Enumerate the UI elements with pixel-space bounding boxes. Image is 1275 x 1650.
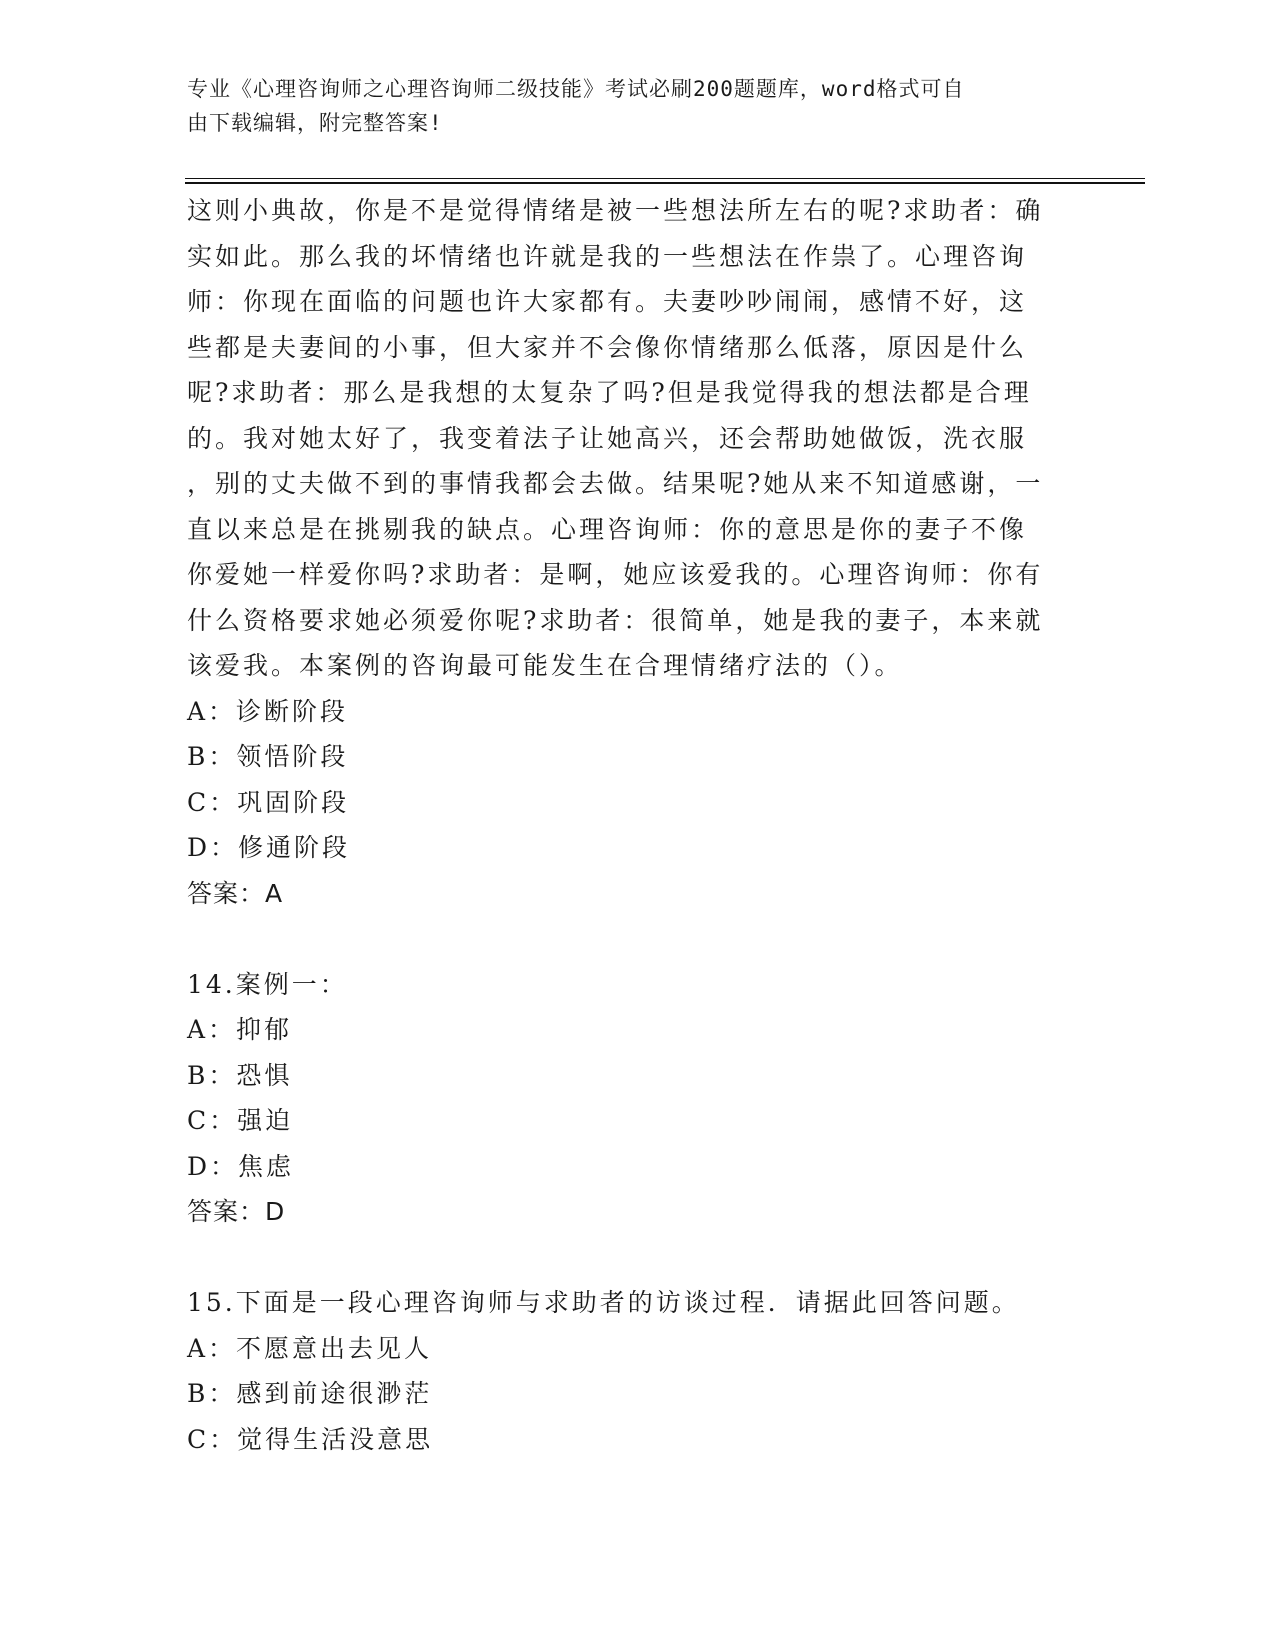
question-text-line: 什么资格要求她必须爱你呢?求助者：很简单，她是我的妻子，本来就 <box>187 605 1044 635</box>
option-b: B：感到前途很渺茫 <box>187 1379 433 1408</box>
document-body <box>187 188 1187 1462</box>
option-d: D：修通阶段 <box>187 833 351 862</box>
header-line-2: 由下载编辑，附完整答案! <box>187 111 443 135</box>
question-15 <box>187 1280 1187 1462</box>
question-text-line: 的。我对她太好了，我变着法子让她高兴，还会帮助她做饭，洗衣服 <box>187 423 1028 453</box>
question-15-stem: 15.下面是一段心理咨询师与求助者的访谈过程．请据此回答问题。 <box>187 1288 1020 1317</box>
option-a: A：不愿意出去见人 <box>187 1333 433 1363</box>
header-line-1: 专业《心理咨询师之心理咨询师二级技能》考试必刷200题题库，word格式可自 <box>187 77 965 101</box>
question-text-line: 呢?求助者：那么是我想的太复杂了吗?但是我觉得我的想法都是合理 <box>187 378 1032 407</box>
option-a: A：抑郁 <box>187 1015 293 1044</box>
question-text-line: 实如此。那么我的坏情绪也许就是我的一些想法在作祟了。心理咨询 <box>187 241 1028 271</box>
header-rule-thick <box>185 182 1145 184</box>
option-b: B：领悟阶段 <box>187 742 349 771</box>
question-text-line: 该爱我。本案例的咨询最可能发生在合理情绪疗法的（）。 <box>187 651 903 680</box>
question-text-line: 些都是夫妻间的小事，但大家并不会像你情绪那么低落，原因是什么 <box>187 332 1028 362</box>
question-text-line: 师：你现在面临的问题也许大家都有。夫妻吵吵闹闹，感情不好，这 <box>187 287 1028 316</box>
answer-line: 答案：D <box>187 1197 286 1226</box>
document-header <box>187 72 1067 140</box>
spacer <box>187 1235 1187 1281</box>
answer-line: 答案：A <box>187 878 284 908</box>
option-c: C：觉得生活没意思 <box>187 1424 434 1454</box>
question-14 <box>187 962 1187 1235</box>
question-text-line: 你爱她一样爱你吗?求助者：是啊，她应该爱我的。心理咨询师：你有 <box>187 560 1044 589</box>
option-a: A：诊断阶段 <box>187 696 349 726</box>
question-text-line: 这则小典故，你是不是觉得情绪是被一些想法所左右的呢?求助者：确 <box>187 196 1044 225</box>
option-b: B：恐惧 <box>187 1060 293 1090</box>
question-13 <box>187 188 1187 916</box>
spacer <box>187 916 1187 962</box>
question-13-text <box>187 188 1187 689</box>
option-c: C：巩固阶段 <box>187 787 350 817</box>
question-14-stem: 14.案例一： <box>187 969 348 999</box>
option-c: C：强迫 <box>187 1106 294 1135</box>
header-rule-thin <box>185 178 1145 179</box>
option-d: D：焦虑 <box>187 1151 295 1181</box>
question-text-line: ，别的丈夫做不到的事情我都会去做。结果呢?她从来不知道感谢，一 <box>187 469 1044 498</box>
question-text-line: 直以来总是在挑剔我的缺点。心理咨询师：你的意思是你的妻子不像 <box>187 514 1028 544</box>
